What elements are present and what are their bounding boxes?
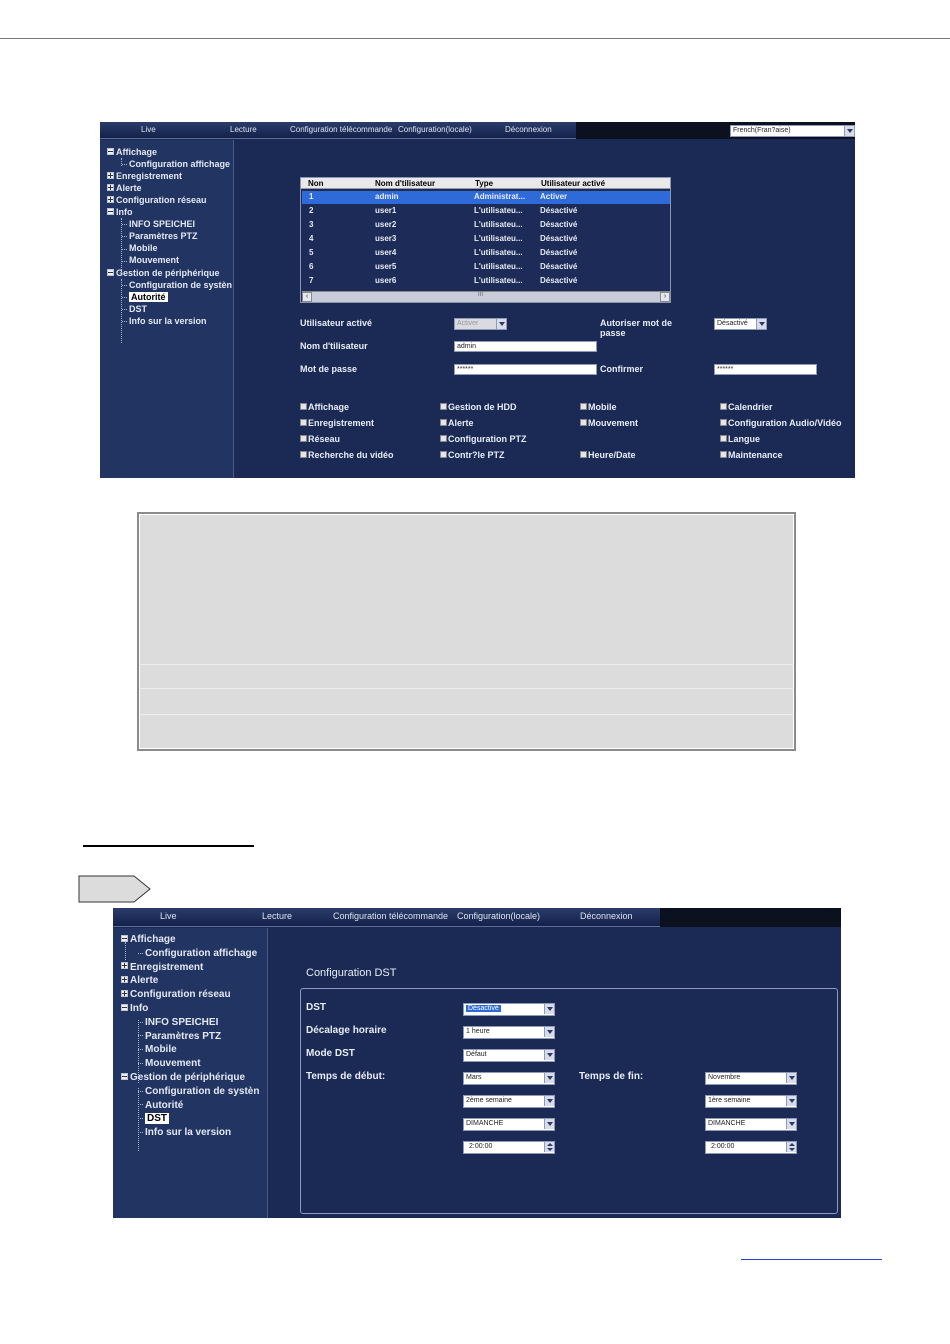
permission-label: Gestion de HDD xyxy=(448,402,517,412)
checkbox-icon[interactable] xyxy=(720,451,727,458)
tree-branch-icon xyxy=(138,1118,143,1119)
permission-checkbox[interactable] xyxy=(300,434,340,444)
sidebar-item-label: Configuration réseau xyxy=(130,989,231,1001)
tree-branch-icon xyxy=(122,309,127,310)
chevron-down-icon xyxy=(544,1119,554,1129)
sidebar-item[interactable] xyxy=(138,948,257,960)
sidebar-item[interactable] xyxy=(107,170,182,182)
permission-label: Maintenance xyxy=(728,450,783,460)
table-cell: Désactivé xyxy=(540,276,578,285)
tree-branch-icon xyxy=(138,1063,143,1064)
note-box xyxy=(137,512,796,751)
table-row[interactable] xyxy=(302,205,670,218)
collapse-icon[interactable] xyxy=(107,208,114,215)
allow-password-label: Autoriser mot de passe xyxy=(600,318,673,338)
sidebar-item-label: Configuration affichage xyxy=(145,947,258,959)
start-time-label: Temps de début: xyxy=(306,1071,386,1082)
permission-label: Recherche du vidéo xyxy=(308,450,394,460)
user-table xyxy=(300,177,671,303)
table-cell: L'utilisateu... xyxy=(474,262,523,271)
collapse-icon[interactable] xyxy=(121,1004,128,1011)
note-box-divider xyxy=(139,664,794,665)
menu-bar-filler xyxy=(660,908,841,927)
tree-branch-icon xyxy=(122,236,127,237)
tree-branch-icon xyxy=(138,1049,143,1050)
permission-checkbox[interactable] xyxy=(720,434,760,444)
sidebar-item-label: Gestion de périphérique xyxy=(130,1072,246,1083)
table-cell: user5 xyxy=(375,262,397,271)
tree-branch-icon xyxy=(138,1022,143,1023)
table-cell: user2 xyxy=(375,220,397,229)
sidebar-item[interactable] xyxy=(138,1086,259,1098)
table-cell: Activer xyxy=(540,192,568,201)
sidebar-item-label: DST xyxy=(129,303,147,314)
permission-checkbox[interactable] xyxy=(440,418,474,428)
sidebar-item[interactable] xyxy=(122,315,207,327)
sidebar-item-label: Info sur la version xyxy=(129,315,207,326)
end-month-select[interactable]: Novembre xyxy=(705,1072,797,1085)
sidebar-item-label: Mobile xyxy=(145,1044,177,1056)
sidebar-item-label: Configuration réseau xyxy=(116,195,207,206)
end-week-select[interactable]: 1ère semaine xyxy=(705,1095,797,1108)
sidebar-item[interactable] xyxy=(122,230,198,242)
password-input[interactable]: ****** xyxy=(454,364,597,375)
menu-playback[interactable]: Lecture xyxy=(230,125,257,134)
chevron-down-icon xyxy=(844,126,854,136)
sidebar-item-label: Enregistrement xyxy=(116,171,183,182)
sidebar-tree xyxy=(100,140,234,478)
permission-label: Configuration PTZ xyxy=(448,434,527,444)
table-row[interactable] xyxy=(302,275,670,288)
menu-remote-config[interactable]: Configuration télécommande xyxy=(333,911,449,921)
sidebar-item-label: Info xyxy=(116,207,133,218)
expand-icon[interactable] xyxy=(107,172,114,179)
chevron-down-icon xyxy=(544,1073,554,1083)
scroll-thumb-grip[interactable]: III xyxy=(478,292,484,298)
sidebar-item-label: Affichage xyxy=(130,934,176,945)
time-offset-select[interactable]: 1 heure xyxy=(463,1026,555,1039)
spinner-arrows-icon[interactable] xyxy=(544,1142,554,1152)
table-cell: user4 xyxy=(375,248,397,257)
menu-live[interactable]: Live xyxy=(160,911,177,921)
expand-icon[interactable] xyxy=(107,196,114,203)
checkbox-icon[interactable] xyxy=(580,451,587,458)
chevron-down-icon xyxy=(786,1119,796,1129)
confirm-label: Confirmer xyxy=(600,364,644,374)
permission-label: Affichage xyxy=(308,402,350,412)
sidebar-item-label: Enregistrement xyxy=(130,961,204,973)
permission-label: Contr?le PTZ xyxy=(448,450,505,460)
start-time-spinner[interactable]: 2:00:00 xyxy=(463,1141,555,1154)
sidebar-item[interactable] xyxy=(107,194,207,206)
sidebar-item[interactable] xyxy=(122,158,230,170)
permission-label: Heure/Date xyxy=(588,450,636,460)
sidebar-item[interactable] xyxy=(121,975,158,987)
sidebar-item-label: INFO SPEICHEI xyxy=(145,1016,219,1028)
collapse-icon[interactable] xyxy=(121,1073,128,1080)
sidebar-item[interactable] xyxy=(121,1003,148,1015)
checkbox-icon[interactable] xyxy=(300,419,307,426)
permission-label: Mobile xyxy=(588,402,617,412)
username-input[interactable]: admin xyxy=(454,341,597,352)
chevron-down-icon xyxy=(496,319,506,329)
table-cell: Désactivé xyxy=(540,206,578,215)
permission-label: Calendrier xyxy=(728,402,773,412)
permission-label: Mouvement xyxy=(588,418,639,428)
section-underline xyxy=(83,845,254,847)
header-rule xyxy=(0,38,950,39)
sidebar-item[interactable] xyxy=(122,218,195,230)
expand-icon[interactable] xyxy=(107,184,114,191)
sidebar-item-label: Paramètres PTZ xyxy=(129,231,198,242)
section-arrow-icon xyxy=(78,875,152,903)
table-row[interactable] xyxy=(302,261,670,274)
permission-checkbox[interactable] xyxy=(440,402,517,412)
sidebar-item[interactable] xyxy=(107,182,142,194)
table-cell: L'utilisateu... xyxy=(474,276,523,285)
sidebar-item[interactable] xyxy=(121,1072,245,1084)
table-header xyxy=(301,178,670,189)
table-cell: 7 xyxy=(309,276,314,285)
end-time-spinner[interactable]: 2:00:00 xyxy=(705,1141,797,1154)
collapse-icon[interactable] xyxy=(107,148,114,155)
table-cell: 3 xyxy=(309,220,314,229)
sidebar-item-label: DST xyxy=(147,1113,167,1125)
sidebar-item[interactable] xyxy=(121,989,231,1001)
sidebar-item-label: Configuration affichage xyxy=(129,159,230,170)
sidebar-item-label: Info xyxy=(130,1003,149,1014)
sidebar-item[interactable] xyxy=(138,1017,218,1029)
table-cell: 5 xyxy=(309,248,314,257)
sidebar-item[interactable] xyxy=(138,1113,169,1125)
permission-checkbox[interactable] xyxy=(300,450,394,460)
sidebar-item-label: Configuration de systèn xyxy=(129,279,233,290)
permission-checkbox[interactable] xyxy=(720,450,783,460)
col-active[interactable]: Utilisateur activé xyxy=(541,179,606,188)
col-type[interactable]: Type xyxy=(475,179,494,188)
permission-checkbox[interactable] xyxy=(440,450,505,460)
permission-checkbox[interactable] xyxy=(300,418,374,428)
checkbox-icon[interactable] xyxy=(440,403,447,410)
sidebar-item[interactable] xyxy=(138,1058,201,1070)
dst-mode-select[interactable]: Défaut xyxy=(463,1049,555,1062)
checkbox-icon[interactable] xyxy=(580,419,587,426)
sidebar-item-label: Mouvement xyxy=(145,1058,201,1070)
sidebar-item[interactable] xyxy=(138,1100,183,1112)
sidebar-item[interactable] xyxy=(121,962,203,974)
table-cell: Administrat... xyxy=(474,192,526,201)
sidebar-item[interactable] xyxy=(107,267,220,279)
permission-label: Enregistrement xyxy=(308,418,375,428)
table-cell: user1 xyxy=(375,206,397,215)
sidebar-item[interactable] xyxy=(122,279,232,291)
chevron-down-icon xyxy=(756,319,766,329)
expand-icon[interactable] xyxy=(121,962,128,969)
top-menu-bar xyxy=(113,908,660,927)
sidebar-item[interactable] xyxy=(138,1044,177,1056)
permission-label: Langue xyxy=(728,434,761,444)
sidebar-item-label: Configuration de systèn xyxy=(145,1085,260,1097)
end-day-select[interactable]: DIMANCHE xyxy=(705,1118,797,1131)
tree-branch-icon xyxy=(138,1035,143,1036)
sidebar-item[interactable] xyxy=(107,146,157,158)
checkbox-icon[interactable] xyxy=(720,403,727,410)
user-active-select[interactable]: Activer xyxy=(454,318,507,330)
dst-screen xyxy=(113,908,841,1218)
menu-local-config[interactable]: Configuration(locale) xyxy=(457,911,541,921)
horizontal-scrollbar[interactable] xyxy=(302,291,670,302)
scroll-right-icon[interactable]: › xyxy=(660,292,670,302)
scroll-left-icon[interactable]: ‹ xyxy=(302,292,312,302)
table-cell: L'utilisateu... xyxy=(474,206,523,215)
menu-logout[interactable]: Déconnexion xyxy=(580,911,633,921)
table-cell: 6 xyxy=(309,262,314,271)
start-week-select[interactable]: 2ème semaine xyxy=(463,1095,555,1108)
permission-checkbox[interactable] xyxy=(300,402,349,412)
permission-checkbox[interactable] xyxy=(580,418,638,428)
table-cell: L'utilisateu... xyxy=(474,248,523,257)
table-cell: 2 xyxy=(309,206,314,215)
expand-icon[interactable] xyxy=(121,990,128,997)
table-cell: Désactivé xyxy=(540,220,578,229)
language-select[interactable]: French(Fran?aise) xyxy=(730,125,855,137)
chevron-down-icon xyxy=(786,1073,796,1083)
chevron-down-icon xyxy=(544,1027,554,1037)
sidebar-item-label: Autorité xyxy=(131,291,166,302)
end-time-label: Temps de fin: xyxy=(579,1071,644,1082)
chevron-down-icon xyxy=(544,1050,554,1060)
table-row[interactable] xyxy=(302,219,670,232)
sidebar-item-label: Mouvement xyxy=(129,255,180,266)
allow-password-select[interactable]: Désactivé xyxy=(714,318,767,330)
collapse-icon[interactable] xyxy=(107,269,114,276)
checkbox-icon[interactable] xyxy=(300,403,307,410)
top-menu-bar xyxy=(100,122,576,139)
table-cell: user3 xyxy=(375,234,397,243)
menu-remote-config[interactable]: Configuration télécommande xyxy=(290,125,393,134)
checkbox-icon[interactable] xyxy=(720,419,727,426)
permission-checkbox[interactable] xyxy=(580,402,617,412)
permission-checkbox[interactable] xyxy=(440,434,527,444)
permission-checkbox[interactable] xyxy=(720,418,842,428)
permission-label: Réseau xyxy=(308,434,341,444)
col-username[interactable]: Nom d'tilisateur xyxy=(375,179,436,188)
sidebar-item-label: Autorité xyxy=(145,1099,184,1111)
confirm-input[interactable]: ****** xyxy=(714,364,817,375)
tree-branch-icon xyxy=(122,224,127,225)
authority-screen xyxy=(100,122,855,478)
table-cell: 1 xyxy=(309,192,314,201)
username-label: Nom d'tilisateur xyxy=(300,341,368,351)
sidebar-item[interactable] xyxy=(138,1127,231,1139)
sidebar-item-label: Mobile xyxy=(129,243,158,254)
col-no[interactable]: Non xyxy=(308,179,324,188)
chevron-down-icon xyxy=(544,1004,554,1014)
sidebar-item[interactable] xyxy=(121,934,176,946)
dst-mode-label: Mode DST xyxy=(306,1048,355,1059)
menu-live[interactable]: Live xyxy=(141,125,156,134)
spinner-arrows-icon[interactable] xyxy=(786,1142,796,1152)
tree-branch-icon xyxy=(138,1104,143,1105)
table-row[interactable] xyxy=(302,191,670,204)
tree-branch-icon xyxy=(122,285,127,286)
permission-checkbox[interactable] xyxy=(720,402,773,412)
tree-branch-icon xyxy=(122,321,127,322)
sidebar-item-label: Affichage xyxy=(116,147,158,157)
sidebar-item-label: Info sur la version xyxy=(145,1127,232,1139)
sidebar-item[interactable] xyxy=(122,254,179,266)
start-month-select[interactable]: Mars xyxy=(463,1072,555,1085)
menu-logout[interactable]: Déconnexion xyxy=(505,125,552,134)
permission-label: Configuration Audio/Vidéo xyxy=(728,418,842,428)
tree-branch-icon xyxy=(122,297,127,298)
chevron-down-icon xyxy=(544,1096,554,1106)
table-row[interactable] xyxy=(302,247,670,260)
dst-label: DST xyxy=(306,1002,326,1013)
table-cell: admin xyxy=(375,192,399,201)
checkbox-icon[interactable] xyxy=(580,403,587,410)
menu-local-config[interactable]: Configuration(locale) xyxy=(398,125,472,134)
note-box-divider xyxy=(139,688,794,689)
tree-branch-icon xyxy=(122,164,127,165)
checkbox-icon[interactable] xyxy=(440,435,447,442)
sidebar-item-label: Paramètres PTZ xyxy=(145,1030,222,1042)
sidebar-item[interactable] xyxy=(138,1031,221,1043)
menu-playback[interactable]: Lecture xyxy=(262,911,293,921)
sidebar-item-label: Gestion de périphérique xyxy=(116,267,220,278)
user-active-label: Utilisateur activé xyxy=(300,318,373,328)
checkbox-icon[interactable] xyxy=(300,451,307,458)
sidebar-item-label: Alerte xyxy=(130,975,159,987)
table-cell: L'utilisateu... xyxy=(474,220,523,229)
permission-label: Alerte xyxy=(448,418,474,428)
collapse-icon[interactable] xyxy=(121,935,128,942)
note-box-divider xyxy=(139,714,794,715)
footer-link-underline[interactable] xyxy=(741,1259,882,1260)
table-cell: 4 xyxy=(309,234,314,243)
table-cell: Désactivé xyxy=(540,248,578,257)
sidebar-item-label: INFO SPEICHEI xyxy=(129,219,196,230)
time-offset-label: Décalage horaire xyxy=(306,1025,387,1036)
checkbox-icon[interactable] xyxy=(440,451,447,458)
checkbox-icon[interactable] xyxy=(300,435,307,442)
password-label: Mot de passe xyxy=(300,364,358,374)
table-cell: L'utilisateu... xyxy=(474,234,523,243)
sidebar-item[interactable] xyxy=(122,242,158,254)
sidebar-item[interactable] xyxy=(107,206,133,218)
tree-branch-icon xyxy=(138,1132,143,1133)
tree-branch-icon xyxy=(122,261,127,262)
table-cell: Désactivé xyxy=(540,234,578,243)
checkbox-icon[interactable] xyxy=(440,419,447,426)
table-cell: Désactivé xyxy=(540,262,578,271)
table-row[interactable] xyxy=(302,233,670,246)
expand-icon[interactable] xyxy=(121,976,128,983)
sidebar-item-label: Alerte xyxy=(116,183,142,194)
chevron-down-icon xyxy=(786,1096,796,1106)
table-cell: user6 xyxy=(375,276,397,285)
checkbox-icon[interactable] xyxy=(720,435,727,442)
sidebar-item[interactable] xyxy=(122,303,147,315)
sidebar-tree xyxy=(113,928,268,1218)
start-day-select[interactable]: DIMANCHE xyxy=(463,1118,555,1131)
dst-select[interactable]: Désactivé xyxy=(463,1003,555,1016)
page-title: Configuration DST xyxy=(306,967,397,979)
tree-branch-icon xyxy=(122,249,127,250)
permission-checkbox[interactable] xyxy=(580,450,636,460)
tree-branch-icon xyxy=(138,953,143,954)
sidebar-item[interactable] xyxy=(122,291,168,303)
tree-branch-icon xyxy=(138,1091,143,1092)
